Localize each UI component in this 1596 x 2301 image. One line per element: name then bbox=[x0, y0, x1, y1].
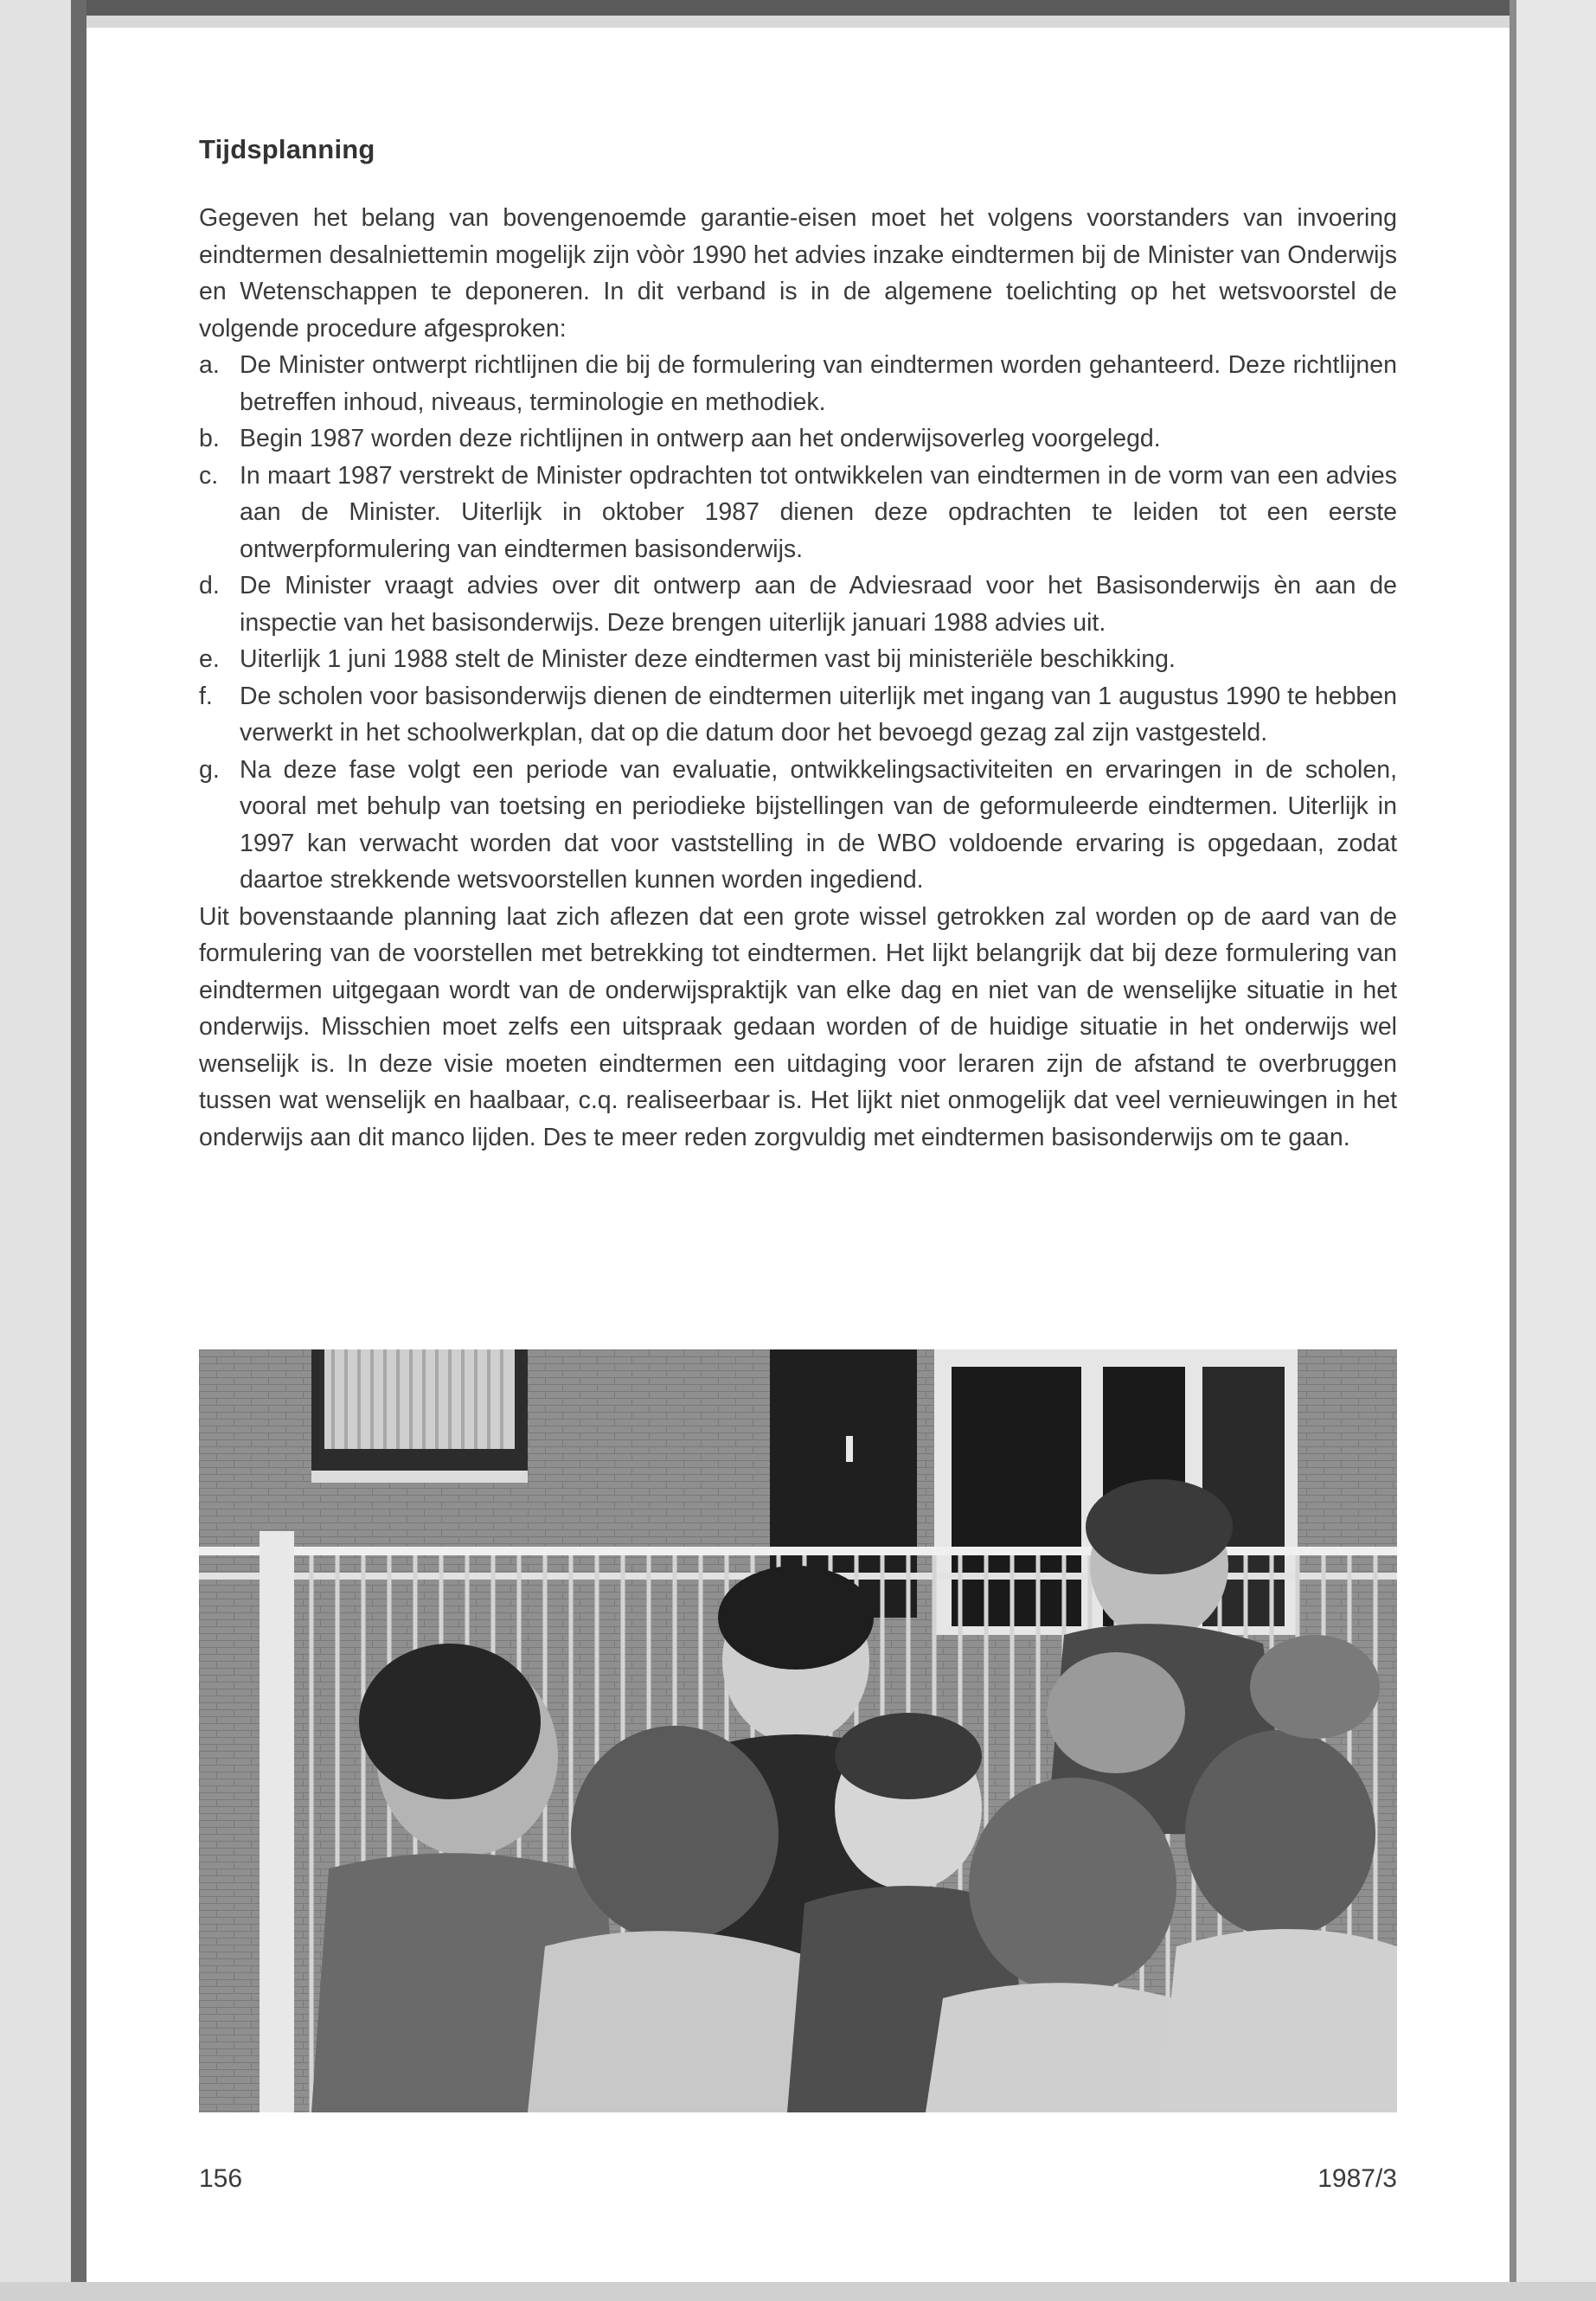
scan-edge-bottom bbox=[0, 2282, 1596, 2301]
fence-post bbox=[260, 1531, 294, 2112]
step-text: De Minister ontwerpt richtlijnen die bij de formulering van eindtermen worden gehanteerd. Deze richtlijnen betreffen inhoud, niveaus, terminologie en methodiek. bbox=[240, 351, 1397, 416]
scan-edge-top bbox=[0, 0, 1596, 16]
photo-illustration bbox=[199, 1349, 1397, 2112]
procedure-step-d bbox=[199, 567, 1397, 641]
step-text: De Minister vraagt advies over dit ontwerp aan de Adviesraad voor het Basisonderwijs èn aan de inspectie van het basisonderwijs. Deze brengen uiterlijk januari 1988 advies uit. bbox=[240, 572, 1397, 637]
step-text: Uiterlijk 1 juni 1988 stelt de Minister deze eindtermen vast bij ministeriële beschikking. bbox=[240, 645, 1176, 673]
step-marker: a. bbox=[199, 351, 220, 379]
procedure-step-c bbox=[199, 458, 1397, 568]
scan-edge-top-light bbox=[0, 16, 1596, 28]
photo-children-with-teacher bbox=[199, 1349, 1397, 2112]
scan-edge-right bbox=[1516, 0, 1596, 2301]
procedure-list bbox=[199, 347, 1397, 899]
page-number: 156 bbox=[199, 2164, 243, 2193]
step-marker: e. bbox=[199, 645, 220, 673]
step-text: Begin 1987 worden deze richtlijnen in ontwerp aan het onderwijsoverleg voorgelegd. bbox=[240, 425, 1161, 452]
step-marker: d. bbox=[199, 572, 220, 599]
step-marker: g. bbox=[199, 755, 220, 784]
step-marker: f. bbox=[199, 682, 213, 710]
scan-edge-left-shadow bbox=[71, 0, 87, 2301]
section-heading: Tijdsplanning bbox=[199, 134, 375, 164]
procedure-step-b bbox=[199, 420, 1397, 458]
page-body bbox=[199, 134, 1397, 1156]
step-marker: b. bbox=[199, 425, 220, 452]
procedure-step-f bbox=[199, 678, 1397, 752]
procedure-step-g bbox=[199, 752, 1397, 899]
intro-paragraph: Gegeven het belang van bovengenoemde garantie-eisen moet het volgens voorstanders van invoering eindtermen desalniettemin mogelijk zijn vòòr 1990 het advies inzake eindtermen bij de Minister van Onderwijs en Wetenschappen te deponeren. In dit verband is in de algemene toelichting op het wetsvoorstel de volgende procedure afgesproken: bbox=[199, 204, 1397, 343]
step-text: Na deze fase volgt een periode van evaluatie, ontwikkelingsactiviteiten en ervaringen in de scholen, vooral met behulp van toetsing en periodieke bijstellingen van de geformuleerde eindtermen. Uiterlijk in 1997 kan verwacht worden dat voor vaststelling in de WBO voldoende ervaring is opgedaan, zodat daartoe strekkende wetsvoorstellen kunnen worden ingediend. bbox=[240, 755, 1397, 894]
scan-edge-right-shadow bbox=[1509, 0, 1516, 2301]
conclusion-paragraph: Uit bovenstaande planning laat zich aflezen dat een grote wissel getrokken zal worden op de aard van de formulering van de voorstellen met betrekking tot eindtermen. Het lijkt belangrijk dat bij deze formulering van eindtermen uitgegaan wordt van de onderwijspraktijk van elke dag en niet van de wenselijke situatie in het onderwijs. Misschien moet zelfs een uitspraak gedaan worden of de huidige situatie in het onderwijs wel wenselijk is. In deze visie moeten eindtermen een uitdaging voor leraren zijn de afstand te overbruggen tussen wat wenselijk en haalbaar, c.q. realiseerbaar is. Het lijkt niet onmogelijk dat veel vernieuwingen in het onderwijs aan dit manco lijden. Des te meer reden zorgvuldig met eindtermen basisonderwijs om te gaan. bbox=[199, 902, 1397, 1151]
step-text: De scholen voor basisonderwijs dienen de eindtermen uiterlijk met ingang van 1 augustus 1990 te hebben verwerkt in het schoolwerkplan, dat op die datum door het bevoegd gezag zal zijn vastgesteld. bbox=[240, 682, 1397, 747]
scan-edge-left bbox=[0, 0, 71, 2301]
procedure-step-e bbox=[199, 641, 1397, 678]
procedure-step-a bbox=[199, 347, 1397, 420]
step-marker: c. bbox=[199, 461, 219, 490]
issue-number: 1987/3 bbox=[1317, 2164, 1397, 2193]
step-text: In maart 1987 verstrekt de Minister opdrachten tot ontwikkelen van eindtermen in de vorm van een advies aan de Minister. Uiterlijk in oktober 1987 dienen deze opdrachten te leiden tot een eerste ontwerpformulering van eindtermen basisonderwijs. bbox=[240, 461, 1397, 563]
